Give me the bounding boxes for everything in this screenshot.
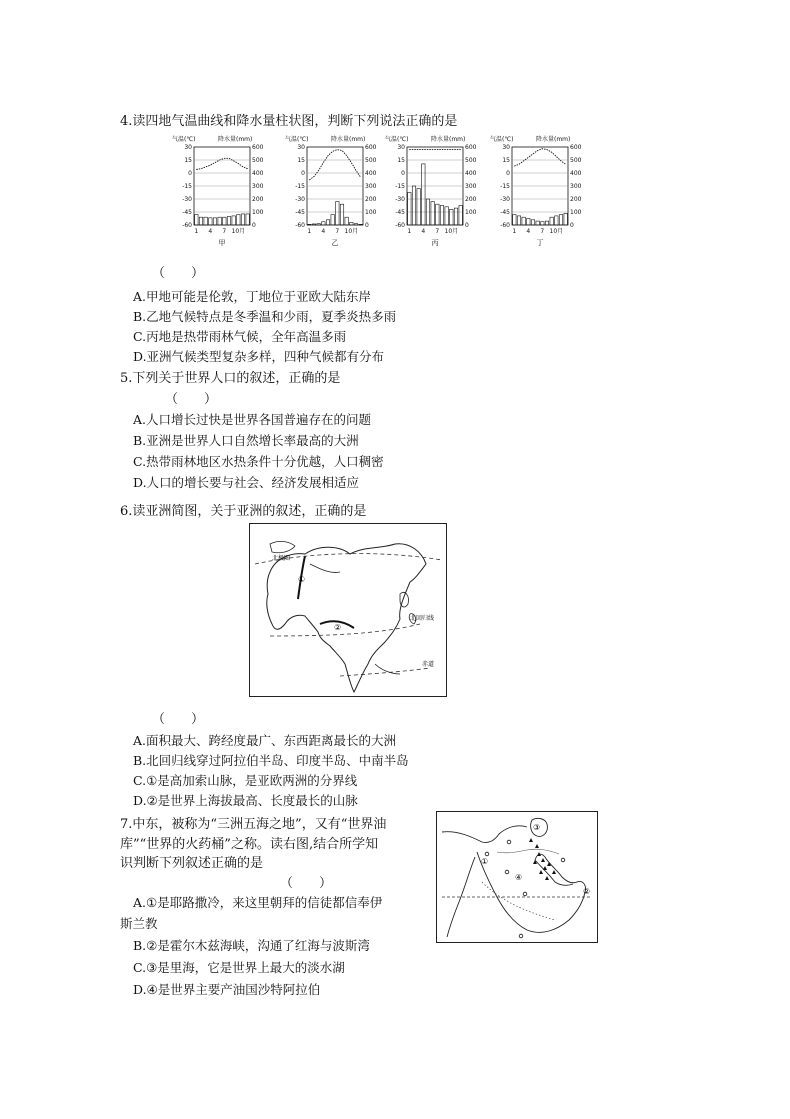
- month-tick: 4: [208, 228, 213, 235]
- map-label-tropic: 北回归线: [410, 615, 435, 622]
- climate-chart-bing-svg: [383, 133, 493, 253]
- precip-tick: 0: [570, 222, 574, 229]
- q6-option-b[interactable]: B.北回归线穿过阿拉伯半岛、印度半岛、中南半岛: [133, 753, 409, 768]
- precip-bar: [440, 206, 443, 226]
- q4-blank[interactable]: （ ）: [152, 266, 205, 281]
- q5-option-a[interactable]: A.人口增长过快是世界各国普遍存在的问题: [133, 412, 372, 427]
- climate-chart-jia-svg: [170, 133, 280, 253]
- temp-tick: 15: [397, 157, 405, 164]
- precip-bar: [331, 215, 334, 225]
- temp-tick: -60: [395, 222, 405, 229]
- precip-tick: 600: [365, 144, 377, 151]
- q7-option-c[interactable]: C.③是里海，它是世界上最大的淡水湖: [133, 960, 345, 975]
- month-tick: 7: [435, 228, 440, 235]
- precip-bar: [550, 217, 553, 225]
- precip-bar: [237, 215, 240, 225]
- q5-stem: 5.下列关于世界人口的叙述，正确的是: [120, 371, 341, 386]
- precip-bar: [218, 217, 221, 225]
- chart-name: 丙: [431, 239, 439, 247]
- precip-bar: [312, 224, 315, 225]
- precip-bar: [246, 214, 249, 225]
- month-tick: 4: [421, 228, 426, 235]
- precip-bar: [445, 207, 448, 225]
- temp-tick: 30: [502, 144, 510, 151]
- precip-tick: 200: [570, 196, 582, 203]
- climate-chart-yi: [283, 133, 393, 253]
- temp-tick: 30: [297, 144, 305, 151]
- month-tick: 7: [335, 228, 340, 235]
- precip-bar: [431, 202, 434, 225]
- precip-tick: 200: [252, 196, 264, 203]
- month-tick: 1: [512, 228, 517, 235]
- q6-blank[interactable]: （ ）: [152, 712, 205, 727]
- temp-tick: 15: [502, 157, 510, 164]
- precip-tick: 300: [465, 183, 477, 190]
- q6-option-a[interactable]: A.面积最大、跨经度最广、东西距离最长的大洲: [133, 733, 397, 748]
- month-tick: 10月: [344, 228, 359, 235]
- q7-option-b[interactable]: B.②是霍尔木兹海峡，沟通了红海与波斯湾: [133, 938, 370, 953]
- precip-tick: 400: [365, 170, 377, 177]
- q7-stem-line-2: 库”“世界的火药桶”之称。读右图,结合所学知: [120, 837, 379, 852]
- precip-bar: [417, 189, 420, 225]
- precip-bar: [195, 215, 198, 225]
- month-tick: 1: [407, 228, 412, 235]
- temp-tick: -45: [395, 209, 405, 216]
- temp-tick: -30: [182, 196, 192, 203]
- map-label-2: ②: [334, 623, 342, 632]
- temp-tick: -15: [295, 183, 305, 190]
- climate-chart-yi-svg: [283, 133, 393, 253]
- precip-bar: [322, 222, 325, 225]
- q7-stem-line-1: 7.中东，被称为“三洲五海之地”，又有“世界油: [120, 817, 387, 832]
- precip-tick: 200: [365, 196, 377, 203]
- precip-bar: [513, 215, 516, 225]
- climate-chart-jia: [170, 133, 280, 253]
- temp-tick: 0: [301, 170, 305, 177]
- map-label-equator: 赤道: [422, 661, 435, 668]
- me-map-label-1: ①: [481, 857, 489, 866]
- me-map-label-4: ④: [515, 873, 523, 882]
- precip-bar: [354, 224, 357, 225]
- precip-tick: 500: [252, 157, 264, 164]
- city-markers: [485, 840, 565, 938]
- month-tick: 7: [222, 228, 227, 235]
- precip-bar: [564, 213, 567, 225]
- climate-chart-ding-svg: [488, 133, 598, 253]
- month-tick: 10月: [549, 228, 564, 235]
- precip-bar: [527, 219, 530, 226]
- precip-tick: 400: [570, 170, 582, 177]
- temp-tick: -30: [295, 196, 305, 203]
- precip-bar: [522, 217, 525, 225]
- precip-bar: [204, 217, 207, 225]
- chart-name: 乙: [331, 239, 339, 247]
- temp-tick: 15: [297, 157, 305, 164]
- precip-bar: [459, 206, 462, 226]
- q7-option-a-cont: 斯兰教: [120, 916, 158, 931]
- middle-east-map-svg: [437, 812, 597, 942]
- temp-tick: 0: [401, 170, 405, 177]
- q6-option-c[interactable]: C.①是高加索山脉，是亚欧两洲的分界线: [133, 773, 358, 788]
- precip-tick: 100: [252, 209, 264, 216]
- precip-bar: [232, 216, 235, 225]
- temp-tick: 0: [188, 170, 192, 177]
- precip-bar: [227, 217, 230, 225]
- temp-tick: -60: [500, 222, 510, 229]
- q5-option-d[interactable]: D.人口的增长要与社会、经济发展相适应: [133, 475, 360, 490]
- temp-tick: -45: [295, 209, 305, 216]
- chart-name: 丁: [536, 239, 544, 247]
- precip-bar: [213, 218, 216, 225]
- temp-tick: -45: [500, 209, 510, 216]
- precip-tick: 600: [465, 144, 477, 151]
- precip-bar: [531, 220, 534, 225]
- precip-tick: 500: [365, 157, 377, 164]
- middle-east-map: [436, 811, 598, 943]
- precip-bar: [545, 221, 548, 225]
- precip-tick: 100: [465, 209, 477, 216]
- precip-tick: 300: [365, 183, 377, 190]
- precip-bar: [436, 204, 439, 225]
- temp-tick: -30: [395, 196, 405, 203]
- q7-option-d[interactable]: D.④是世界主要产油国沙特阿拉伯: [133, 982, 321, 997]
- q4-option-b[interactable]: B.乙地气候特点是冬季温和少雨，夏季炎热多雨: [133, 309, 397, 324]
- q4-stem: 4.读四地气温曲线和降水量柱状图，判断下列说法正确的是: [120, 114, 458, 129]
- precip-tick: 100: [570, 209, 582, 216]
- month-tick: 10月: [231, 228, 246, 235]
- asia-map-svg: [250, 524, 446, 696]
- temp-curve: [309, 150, 360, 180]
- temp-axis-label: 气温(℃): [385, 136, 409, 143]
- q7-option-a[interactable]: A.①是耶路撒冷，来这里朝拜的信徒都信奉伊: [133, 895, 383, 910]
- precip-bar: [326, 220, 329, 225]
- q5-option-c[interactable]: C.热带雨林地区水热条件十分优越，人口稠密: [133, 454, 384, 469]
- q6-stem: 6.读亚洲简图，关于亚洲的叙述，正确的是: [120, 504, 367, 519]
- precip-bar: [412, 186, 415, 225]
- q6-option-d[interactable]: D.②是世界上海拔最高、长度最长的山脉: [133, 793, 358, 808]
- climate-chart-bing: [383, 133, 493, 253]
- precip-bar: [199, 217, 202, 225]
- temp-tick: -15: [500, 183, 510, 190]
- precip-tick: 0: [365, 222, 369, 229]
- temp-tick: -15: [182, 183, 192, 190]
- month-tick: 7: [540, 228, 545, 235]
- precip-tick: 400: [252, 170, 264, 177]
- q5-blank[interactable]: （ ）: [165, 392, 218, 407]
- precip-bar: [340, 204, 343, 225]
- q4-option-c[interactable]: C.丙地是热带雨林气候，全年高温多雨: [133, 329, 347, 344]
- month-tick: 1: [307, 228, 312, 235]
- temp-tick: -15: [395, 183, 405, 190]
- precip-tick: 600: [252, 144, 264, 151]
- q7-blank[interactable]: （ ）: [280, 876, 333, 891]
- precip-bar: [209, 218, 212, 225]
- month-tick: 4: [526, 228, 531, 235]
- precip-bar: [541, 222, 544, 225]
- precip-tick: 0: [465, 222, 469, 229]
- precip-tick: 300: [570, 183, 582, 190]
- precip-tick: 400: [465, 170, 477, 177]
- month-tick: 4: [321, 228, 326, 235]
- climate-chart-ding: [488, 133, 598, 253]
- map-label-arctic: 北极圈: [272, 555, 291, 562]
- precip-bar: [241, 214, 244, 225]
- asia-map: [249, 523, 447, 697]
- precip-axis-label: 降水量(mm): [431, 136, 466, 143]
- precip-bar: [345, 217, 348, 225]
- precip-bar: [454, 208, 457, 225]
- oil-field-icons: [529, 838, 556, 880]
- precip-bar: [536, 221, 539, 225]
- temp-axis-label: 气温(℃): [172, 136, 196, 143]
- temp-tick: -45: [182, 209, 192, 216]
- chart-name: 甲: [218, 239, 226, 247]
- precip-bar: [559, 215, 562, 225]
- temp-tick: -60: [182, 222, 192, 229]
- precip-axis-label: 降水量(mm): [536, 136, 571, 143]
- precip-tick: 500: [570, 157, 582, 164]
- precip-tick: 300: [252, 183, 264, 190]
- me-map-label-2: ②: [583, 887, 591, 896]
- precip-tick: 600: [570, 144, 582, 151]
- precip-tick: 200: [465, 196, 477, 203]
- q5-option-b[interactable]: B.亚洲是世界人口自然增长率最高的大洲: [133, 433, 359, 448]
- precip-tick: 500: [465, 157, 477, 164]
- temp-curve: [514, 149, 565, 166]
- q7-stem-line-3: 识判断下列叙述正确的是: [120, 856, 264, 871]
- precip-bar: [336, 202, 339, 225]
- precip-bar: [408, 193, 411, 226]
- month-tick: 10月: [444, 228, 459, 235]
- precip-bar: [555, 216, 558, 225]
- me-map-label-3: ③: [533, 823, 541, 832]
- q4-option-d[interactable]: D.亚洲气候类型复杂多样，四种气候都有分布: [133, 349, 385, 364]
- map-label-1: ①: [298, 575, 306, 584]
- precip-axis-label: 降水量(mm): [218, 136, 253, 143]
- temp-tick: -60: [295, 222, 305, 229]
- precip-tick: 0: [252, 222, 256, 229]
- precip-bar: [450, 209, 453, 225]
- temp-tick: 15: [184, 157, 192, 164]
- temp-tick: -30: [500, 196, 510, 203]
- precip-bar: [517, 216, 520, 225]
- q4-option-a[interactable]: A.甲地可能是伦敦，丁地位于亚欧大陆东岸: [133, 289, 372, 304]
- temp-tick: 0: [506, 170, 510, 177]
- precip-axis-label: 降水量(mm): [331, 136, 366, 143]
- precip-bar: [317, 224, 320, 225]
- temp-axis-label: 气温(℃): [490, 136, 514, 143]
- precip-tick: 100: [365, 209, 377, 216]
- temp-tick: 30: [184, 144, 192, 151]
- temp-axis-label: 气温(℃): [285, 136, 309, 143]
- temp-tick: 30: [397, 144, 405, 151]
- precip-bar: [223, 217, 226, 225]
- month-tick: 1: [194, 228, 199, 235]
